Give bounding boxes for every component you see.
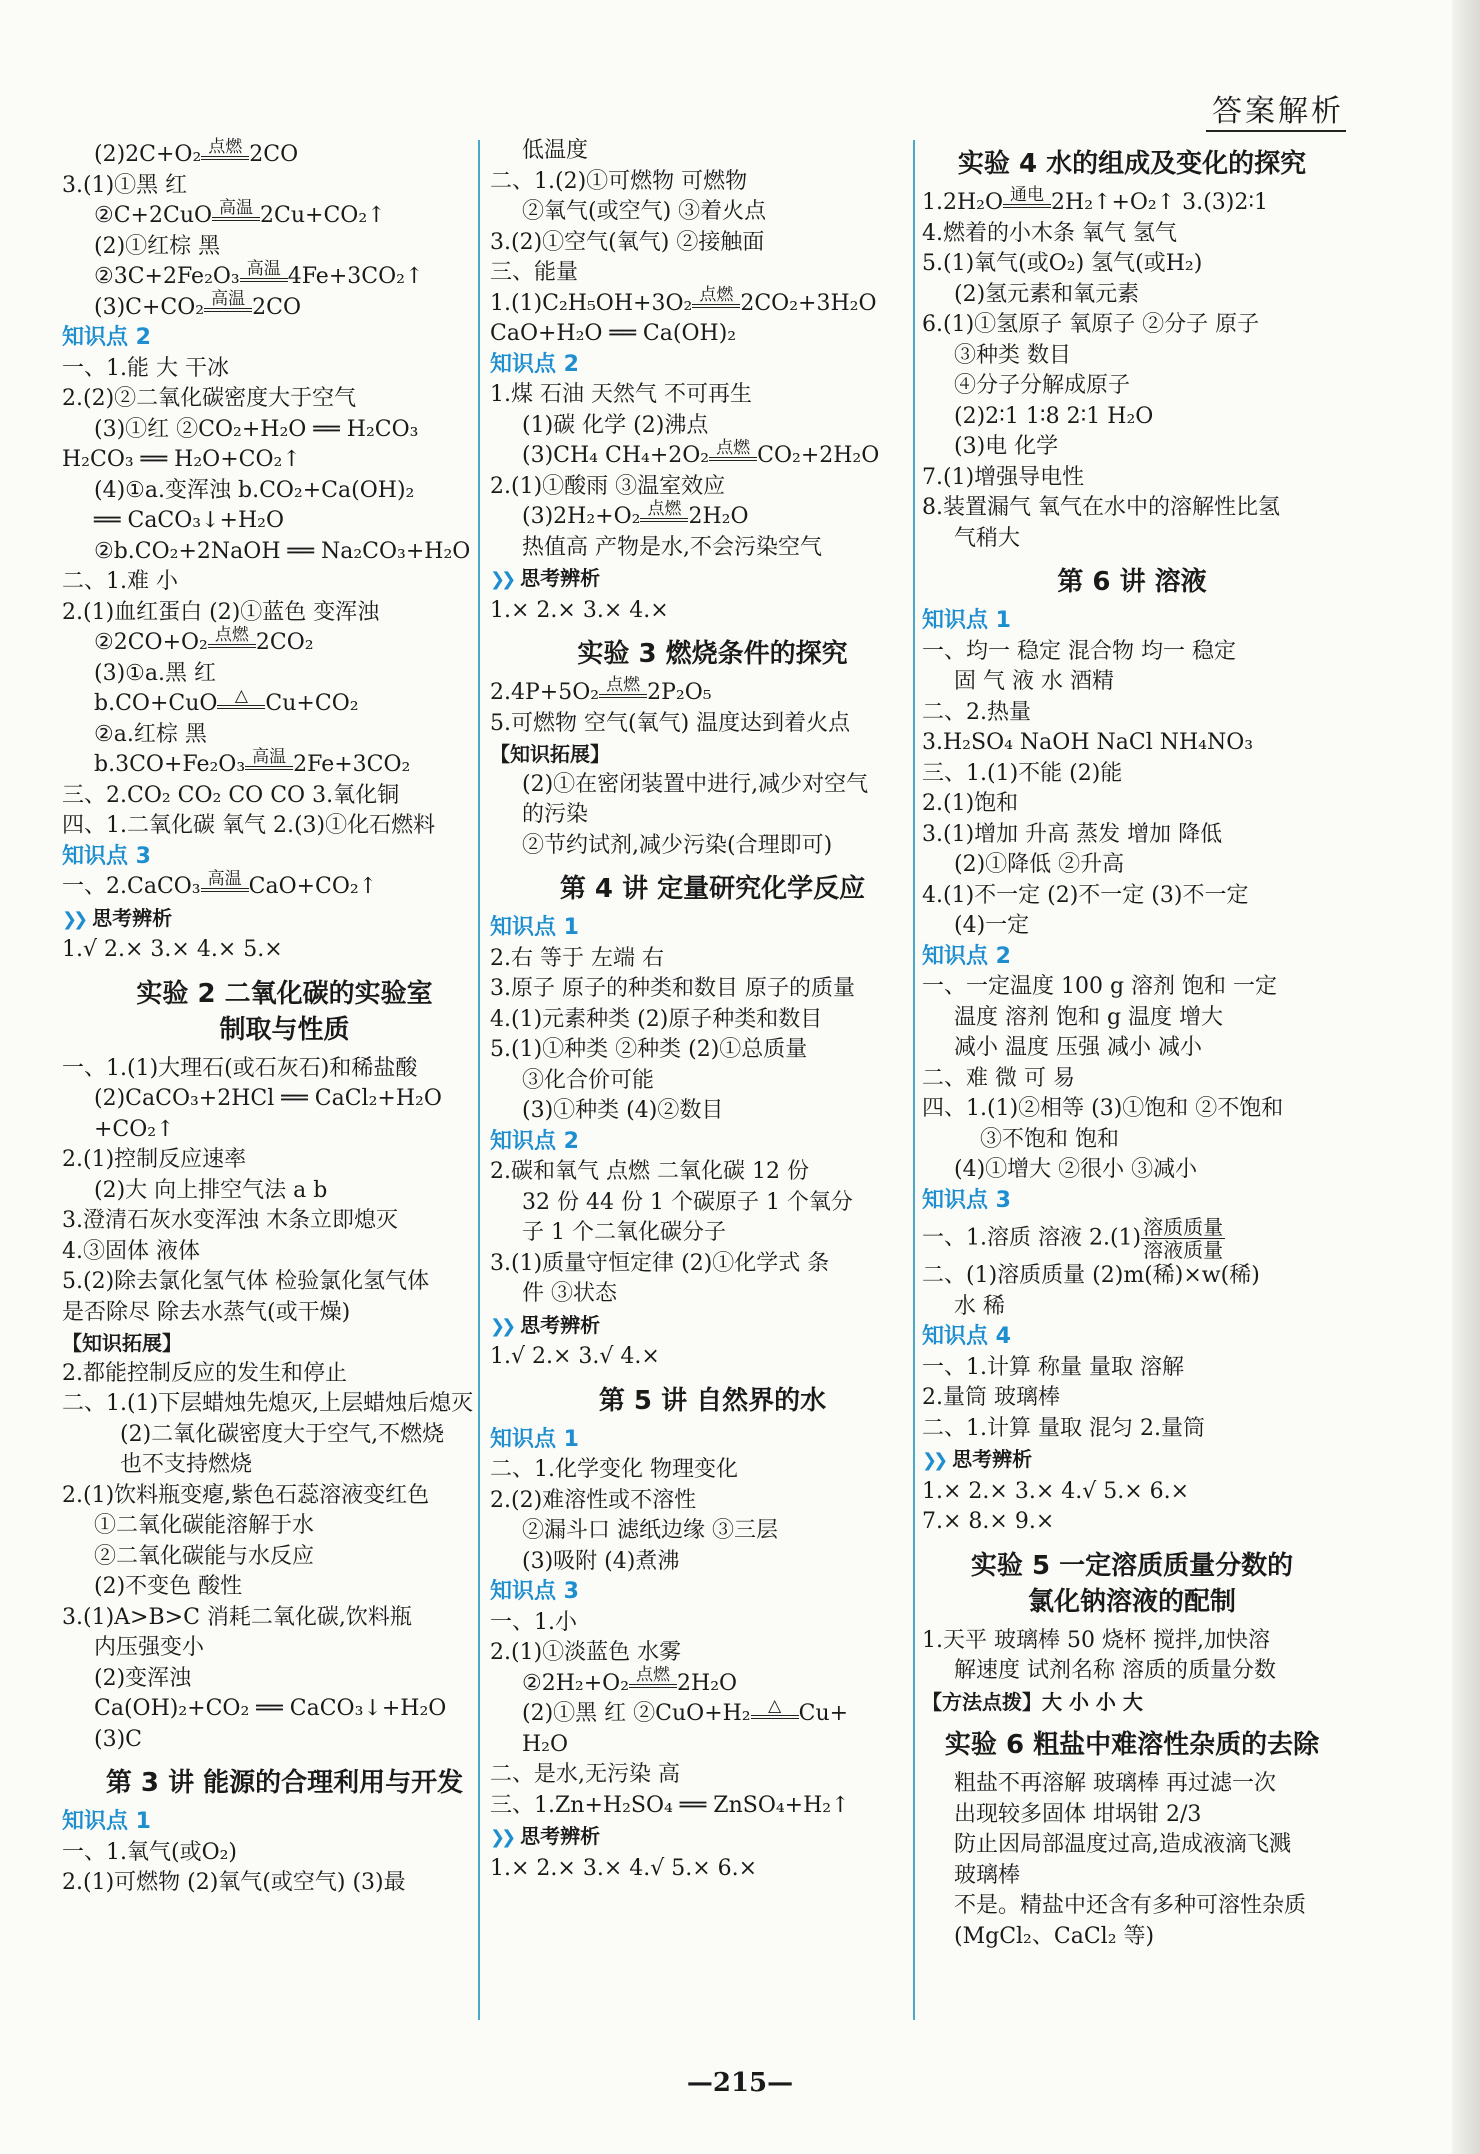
reaction-arrow: 点燃	[640, 501, 688, 522]
answer-line: 6.(1)①氢原子 氧原子 ②分子 原子	[922, 312, 1260, 337]
reaction-arrow: △	[751, 1698, 799, 1719]
answer-line: 减小 温度 压强 减小 减小	[954, 1035, 1202, 1060]
double-chevron-icon: ❯❯	[922, 1450, 945, 1471]
answer-line: 2.(1)控制反应速率	[62, 1147, 247, 1172]
answer-line: 3.(1)①黑 红	[62, 172, 188, 198]
answer-line: 一、1.溶质 溶液 2.(1) $\frac{\text{溶质质量}}{\text{溶液质量}}$	[922, 1215, 1224, 1262]
answer-line: 3.(2)①空气(氧气) ②接触面	[490, 229, 765, 255]
double-chevron-icon: ❯❯	[490, 569, 513, 590]
answer-line: 二、1.(2)①可燃物 可燃物	[490, 168, 748, 194]
knowledge-point-heading: 知识点 2	[490, 351, 579, 377]
answer-line: b.CO+CuO △ Cu+CO₂	[94, 685, 359, 716]
reaction-arrow: 点燃	[208, 627, 256, 648]
answer-line: (3)C	[94, 1726, 142, 1752]
answer-line: (4)一定	[954, 913, 1030, 938]
knowledge-point-heading: 知识点 1	[490, 1426, 579, 1452]
answer-line: 出现较多固体 坩埚钳 2/3	[954, 1801, 1202, 1827]
answer-line: (2)2C+O₂ 点燃 2CO	[94, 136, 299, 167]
answer-line: 气稍大	[954, 525, 1021, 551]
answer-line: ②a.红棕 黑	[94, 721, 207, 747]
answer-line: 2.4P+5O₂ 点燃 2P₂O₅	[490, 674, 712, 705]
section-title: 第 4 讲 定量研究化学反应	[559, 874, 866, 904]
answer-line: 低温度	[522, 138, 589, 163]
reaction-arrow: 高温	[245, 749, 293, 770]
answer-line: 子 1 个二氧化碳分子	[522, 1220, 726, 1245]
answer-line: 3.H₂SO₄ NaOH NaCl NH₄NO₃	[922, 730, 1254, 755]
answer-line: 二、1.难 小	[62, 569, 178, 594]
answer-line: 二、难 微 可 易	[922, 1065, 1075, 1091]
reaction-arrow: 点燃	[629, 1667, 677, 1688]
answer-line: 2.量筒 玻璃棒	[922, 1385, 1060, 1410]
answer-line: 2.(2)难溶性或不溶性	[490, 1487, 697, 1513]
answer-line: 7.(1)增强导电性	[922, 464, 1085, 490]
answer-line: (2)CaCO₃+2HCl ══ CaCl₂+H₂O	[94, 1086, 442, 1111]
reaction-arrow: 点燃	[692, 287, 740, 308]
answer-line: (3)CH₄ CH₄+2O₂ 点燃 CO₂+2H₂O	[522, 437, 880, 468]
header-rule	[1206, 130, 1346, 132]
answer-line: 4.燃着的小木条 氧气 氢气	[922, 220, 1177, 246]
knowledge-point-heading: 知识点 2	[922, 943, 1011, 969]
page-number: —215—	[686, 2068, 794, 2098]
answer-line: 1.√ 2.× 3.× 4.× 5.×	[62, 937, 283, 962]
reaction-arrow: 点燃	[599, 677, 647, 698]
method-tip-line: 【方法点拨】大 小 小 大	[922, 1689, 1143, 1714]
answer-line: 热值高 产物是水,不会污染空气	[522, 534, 822, 560]
answer-line: 固 气 液 水 酒精	[954, 669, 1114, 694]
section-title: 实验 3 燃烧条件的探究	[577, 639, 848, 669]
answer-line: (2)2∶1 1∶8 2∶1 H₂O	[954, 403, 1154, 429]
double-chevron-icon: ❯❯	[490, 1827, 513, 1848]
answer-line: 2.都能控制反应的发生和停止	[62, 1360, 347, 1386]
answer-line: (3)电 化学	[954, 434, 1059, 459]
answer-line: 水 稀	[954, 1293, 1005, 1319]
page-edge-shadow	[1452, 0, 1480, 2154]
answer-line: 4.③固体 液体	[62, 1238, 200, 1264]
answer-line: 2.碳和氧气 点燃 二氧化碳 12 份	[490, 1159, 809, 1184]
answer-line: (2)①红棕 黑	[94, 233, 221, 259]
answer-line: 防止因局部温度过高,造成液滴飞溅	[954, 1832, 1291, 1857]
answer-line: 2.(1)①酸雨 ③温室效应	[490, 473, 726, 499]
answer-line: ②节约试剂,减少污染(合理即可)	[522, 832, 833, 858]
thinking-analysis-heading: ❯❯ 思考辨析	[62, 905, 173, 930]
answer-line: (2)二氧化碳密度大于空气,不燃烧	[120, 1421, 445, 1447]
answer-line: 7.× 8.× 9.×	[922, 1509, 1055, 1534]
section-title: 实验 2 二氧化碳的实验室 制取与性质	[136, 978, 433, 1045]
page-header: 答案解析	[1212, 94, 1344, 129]
answer-line: ②3C+2Fe₂O₃ 高温 4Fe+3CO₂↑	[94, 258, 424, 289]
section-title: 实验 6 粗盐中难溶性杂质的去除	[944, 1730, 1320, 1760]
answer-line: (2)①黑 红 ②CuO+H₂ △ Cu+	[522, 1695, 849, 1726]
answer-line: 一、1.氧气(或O₂)	[62, 1839, 238, 1865]
answer-line: 一、1.能 大 干冰	[62, 355, 229, 381]
knowledge-point-heading: 知识点 2	[62, 325, 151, 350]
answer-line: 三、1.(1)不能 (2)能	[922, 760, 1123, 786]
reaction-arrow: 点燃	[201, 139, 249, 160]
answer-line: 是否除尽 除去水蒸气(或干燥)	[62, 1299, 351, 1325]
answer-line: ④分子分解成原子	[954, 373, 1131, 398]
reaction-arrow: 通电	[1003, 187, 1051, 208]
answer-line: 二、(1)溶质质量 (2)m(稀)×w(稀)	[922, 1263, 1260, 1288]
answer-line: 1.(1)C₂H₅OH+3O₂ 点燃 2CO₂+3H₂O	[490, 285, 877, 316]
answer-line: 1.2H₂O 通电 2H₂↑+O₂↑ 3.(3)2∶1	[922, 184, 1269, 215]
answer-line: 1.天平 玻璃棒 50 烧杯 搅拌,加快溶	[922, 1627, 1270, 1653]
reaction-arrow: 点燃	[709, 440, 757, 461]
answer-line: 一、1.计算 称量 量取 溶解	[922, 1354, 1184, 1380]
answer-line: 2.(1)饱和	[922, 791, 1019, 816]
answer-line: 四、1.二氧化碳 氧气 2.(3)①化石燃料	[62, 813, 436, 838]
knowledge-point-heading: 知识点 3	[922, 1187, 1011, 1213]
answer-line: 2.右 等于 左端 右	[490, 945, 664, 971]
answer-line: 3.原子 原子的种类和数目 原子的质量	[490, 976, 855, 1001]
answer-line: (3)①a.黑 红	[94, 660, 216, 686]
thinking-analysis-heading: ❯❯ 思考辨析	[490, 1312, 601, 1337]
answer-line: 1.× 2.× 3.× 4.√ 5.× 6.×	[922, 1478, 1190, 1504]
answer-line: 5.(2)除去氯化氢气体 检验氯化氢气体	[62, 1269, 430, 1294]
answer-line: Ca(OH)₂+CO₂ ══ CaCO₃↓+H₂O	[94, 1696, 447, 1721]
column-2	[490, 136, 935, 1884]
answer-line: ②氧气(或空气) ③着火点	[522, 199, 767, 224]
answer-line: 1.× 2.× 3.× 4.×	[490, 597, 669, 623]
answer-line: (2)变浑浊	[94, 1665, 192, 1691]
section-title: 第 6 讲 溶液	[1057, 567, 1207, 597]
answer-line: 4.(1)元素种类 (2)原子种类和数目	[490, 1006, 823, 1032]
answer-line: 三、1.Zn+H₂SO₄ ══ ZnSO₄+H₂↑	[490, 1792, 850, 1818]
answer-line: 二、1.化学变化 物理变化	[490, 1457, 738, 1482]
answer-line: ③不饱和 饱和	[980, 1126, 1119, 1152]
answer-line: ②2H₂+O₂ 点燃 2H₂O	[522, 1665, 738, 1696]
answer-line: (3)①种类 (4)②数目	[522, 1098, 724, 1123]
answer-line: 二、1.(1)下层蜡烛先熄灭,上层蜡烛后熄灭	[62, 1391, 474, 1416]
answer-line: 二、是水,无污染 高	[490, 1762, 680, 1787]
reaction-arrow: △	[217, 688, 265, 709]
answer-line: 玻璃棒	[954, 1862, 1021, 1888]
double-chevron-icon: ❯❯	[490, 1315, 513, 1337]
answer-line: 1.× 2.× 3.× 4.√ 5.× 6.×	[490, 1855, 758, 1881]
answer-line: 3.(1)增加 升高 蒸发 增加 降低	[922, 821, 1223, 847]
answer-line: 一、1.小	[490, 1609, 577, 1635]
answer-line: (MgCl₂、CaCl₂ 等)	[954, 1923, 1155, 1949]
answer-line: 一、均一 稳定 混合物 均一 稳定	[922, 638, 1236, 664]
answer-line: 4.(1)不一定 (2)不一定 (3)不一定	[922, 882, 1249, 908]
section-title: 第 3 讲 能源的合理利用与开发	[105, 1768, 464, 1798]
fraction: $\frac{\text{溶质质量}}{\text{溶液质量}}$	[1143, 1215, 1224, 1262]
column-3	[922, 136, 1342, 1952]
knowledge-point-heading: 知识点 4	[922, 1324, 1011, 1349]
section-title: 第 5 讲 自然界的水	[598, 1385, 827, 1416]
answer-line: 三、2.CO₂ CO₂ CO CO 3.氧化铜	[62, 782, 400, 808]
answer-line: 内压强变小	[94, 1635, 205, 1660]
answer-line: 二、2.热量	[922, 699, 1031, 725]
answer-line: (4)①a.变浑浊 b.CO₂+Ca(OH)₂	[94, 477, 415, 503]
reaction-arrow: 高温	[201, 871, 249, 892]
knowledge-point-heading: 知识点 3	[490, 1579, 579, 1604]
answer-line: 的污染	[522, 802, 589, 827]
answer-line: ══ CaCO₃↓+H₂O	[94, 508, 285, 533]
answer-line: 1.√ 2.× 3.√ 4.×	[490, 1344, 660, 1369]
answer-line: 件 ③状态	[522, 1281, 617, 1306]
answer-line: ②C+2CuO 高温 2Cu+CO₂↑	[94, 197, 386, 228]
reaction-arrow: 高温	[204, 291, 252, 312]
answer-line: 也不支持燃烧	[120, 1452, 253, 1477]
answer-line: 2.(1)血红蛋白 (2)①蓝色 变浑浊	[62, 599, 380, 625]
answer-line: 二、1.计算 量取 混匀 2.量筒	[922, 1415, 1205, 1441]
knowledge-extension-tag: 【知识拓展】	[490, 742, 610, 766]
answer-line: ③化合价可能	[522, 1067, 655, 1093]
section-title: 实验 4 水的组成及变化的探究	[957, 149, 1307, 179]
answer-line: (2)大 向上排空气法 a b	[94, 1177, 328, 1203]
answer-line: b.3CO+Fe₂O₃ 高温 2Fe+3CO₂	[94, 746, 411, 777]
thinking-analysis-heading: ❯❯ 思考辨析	[490, 566, 601, 590]
answer-line: 2.(1)可燃物 (2)氧气(或空气) (3)最	[62, 1870, 406, 1895]
answer-line: 2.(2)②二氧化碳密度大于空气	[62, 386, 357, 411]
answer-line: (2)不变色 酸性	[94, 1574, 243, 1599]
answer-line: ①二氧化碳能溶解于水	[94, 1513, 315, 1538]
knowledge-point-heading: 知识点 1	[922, 608, 1011, 633]
answer-line: 5.(1)①种类 ②种类 (2)①总质量	[490, 1037, 808, 1062]
answer-line: (3)①红 ②CO₂+H₂O ══ H₂CO₃	[94, 416, 419, 442]
answer-line: 5.(1)氧气(或O₂) 氢气(或H₂)	[922, 251, 1203, 276]
reaction-arrow: 高温	[240, 261, 288, 282]
answer-line: 2.(1)饮料瓶变瘪,紫色石蕊溶液变红色	[62, 1482, 430, 1508]
answer-line: (2)①在密闭装置中进行,减少对空气	[522, 771, 869, 797]
answer-line: ②2CO+O₂ 点燃 2CO₂	[94, 624, 314, 655]
knowledge-point-heading: 知识点 2	[490, 1128, 579, 1154]
answer-line: (3)吸附 (4)煮沸	[522, 1548, 680, 1574]
reaction-arrow: 高温	[212, 200, 260, 221]
answer-line: ②b.CO₂+2NaOH ══ Na₂CO₃+H₂O	[94, 538, 471, 564]
double-chevron-icon: ❯❯	[62, 908, 85, 930]
answer-line: 解速度 试剂名称 溶质的质量分数	[954, 1658, 1276, 1683]
answer-line: 3.(1)A>B>C 消耗二氧化碳,饮料瓶	[62, 1604, 412, 1630]
answer-line: (3)2H₂+O₂ 点燃 2H₂O	[522, 498, 749, 529]
answer-line: H₂CO₃ ══ H₂O+CO₂↑	[62, 447, 301, 472]
answer-line: 一、1.(1)大理石(或石灰石)和稀盐酸	[62, 1055, 418, 1081]
answer-line: (4)①增大 ②很小 ③减小	[954, 1157, 1198, 1182]
answer-line: 3.(1)质量守恒定律 (2)①化学式 条	[490, 1250, 830, 1276]
answer-line: (2)氢元素和氧元素	[954, 281, 1140, 307]
answer-line: 8.装置漏气 氧气在水中的溶解性比氢	[922, 495, 1280, 520]
answer-line: 粗盐不再溶解 玻璃棒 再过滤一次	[954, 1771, 1276, 1796]
answer-line: 三、能量	[490, 260, 579, 285]
answer-line: +CO₂↑	[94, 1116, 175, 1142]
answer-line: 3.澄清石灰水变浑浊 木条立即熄灭	[62, 1208, 398, 1233]
answer-line: (3)C+CO₂ 高温 2CO	[94, 289, 301, 320]
answer-line: ②漏斗口 滤纸边缘 ③三层	[522, 1518, 778, 1543]
answer-line: CaO+H₂O ══ Ca(OH)₂	[490, 321, 737, 346]
answer-line: ③种类 数目	[954, 342, 1071, 368]
answer-line: 一、2.CaCO₃ 高温 CaO+CO₂↑	[62, 868, 378, 899]
answer-line: (1)碳 化学 (2)沸点	[522, 412, 709, 438]
answer-line: 不是。精盐中还含有多种可溶性杂质	[954, 1893, 1307, 1918]
answer-line: ②二氧化碳能与水反应	[94, 1543, 315, 1569]
answer-line: 温度 溶剂 饱和 g 温度 增大	[954, 1004, 1224, 1030]
answer-line: 一、一定温度 100 g 溶剂 饱和 一定	[922, 974, 1278, 999]
column-1	[62, 136, 507, 1899]
answer-line: 1.煤 石油 天然气 不可再生	[490, 382, 752, 407]
answer-line: H₂O	[522, 1731, 569, 1757]
answer-line: 5.可燃物 空气(氧气) 温度达到着火点	[490, 710, 851, 736]
knowledge-point-heading: 知识点 1	[62, 1809, 151, 1834]
knowledge-point-heading: 知识点 3	[62, 843, 151, 869]
knowledge-extension-tag: 【知识拓展】	[62, 1331, 182, 1355]
section-title: 实验 5 一定溶质质量分数的 氯化钠溶液的配制	[970, 1550, 1294, 1617]
thinking-analysis-heading: ❯❯ 思考辨析	[922, 1447, 1033, 1471]
knowledge-point-heading: 知识点 1	[490, 915, 579, 940]
thinking-analysis-heading: ❯❯ 思考辨析	[490, 1824, 601, 1848]
answer-line: 32 份 44 份 1 个碳原子 1 个氧分	[522, 1189, 853, 1215]
answer-line: 四、1.(1)②相等 (3)①饱和 ②不饱和	[922, 1096, 1284, 1121]
answer-line: (2)①降低 ②升高	[954, 852, 1125, 877]
answer-line: 2.(1)①淡蓝色 水雾	[490, 1640, 682, 1665]
